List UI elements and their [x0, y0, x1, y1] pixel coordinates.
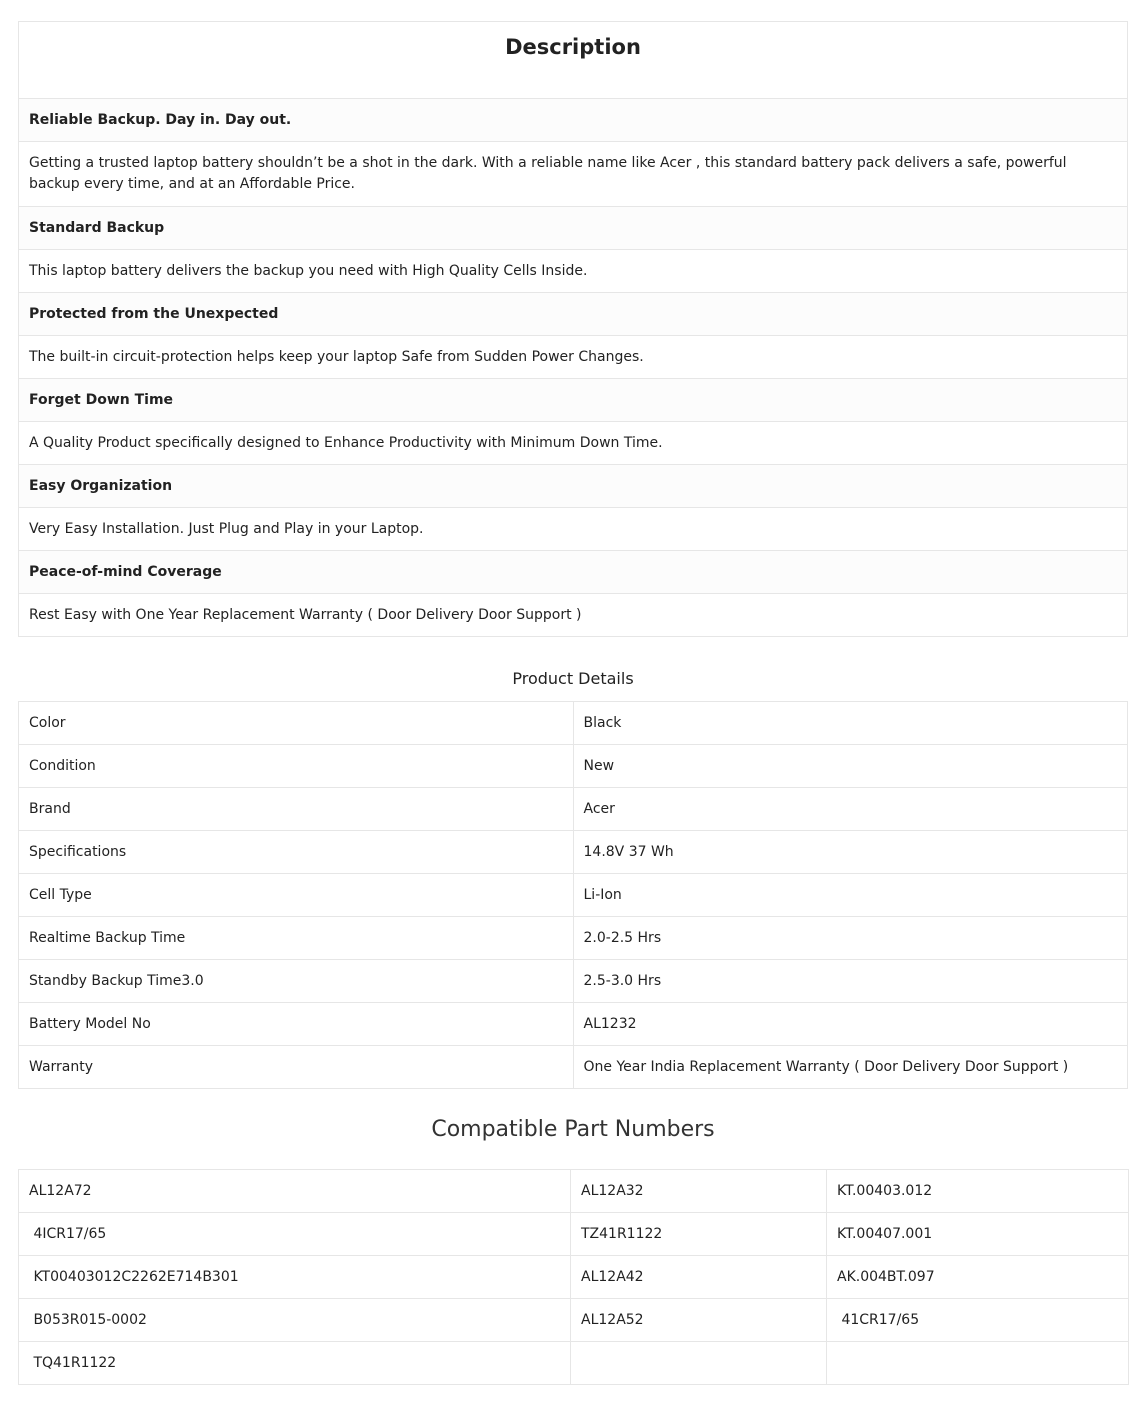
description-heading: Easy Organization	[19, 465, 1128, 508]
description-text: Very Easy Installation. Just Plug and Play in your Laptop.	[19, 508, 1128, 551]
part-number: KT.00407.001	[827, 1213, 1129, 1256]
detail-label: Condition	[19, 745, 574, 788]
detail-value: 14.8V 37 Wh	[573, 831, 1128, 874]
part-number: AL12A42	[571, 1256, 827, 1299]
detail-value: 2.5-3.0 Hrs	[573, 960, 1128, 1003]
detail-label: Specifications	[19, 831, 574, 874]
detail-value: Li-Ion	[573, 874, 1128, 917]
description-heading: Reliable Backup. Day in. Day out.	[19, 99, 1128, 142]
compatible-parts-table	[18, 1169, 1129, 1385]
product-details-title: Product Details	[512, 669, 634, 688]
part-number: KT.00403.012	[827, 1170, 1129, 1213]
part-number: TZ41R1122	[571, 1213, 827, 1256]
detail-label: Standby Backup Time3.0	[19, 960, 574, 1003]
detail-label: Battery Model No	[19, 1003, 574, 1046]
description-heading: Forget Down Time	[19, 379, 1128, 422]
part-number: KT00403012C2262E714B301	[19, 1256, 571, 1299]
part-number	[827, 1342, 1129, 1385]
table-row	[19, 788, 1128, 831]
description-text: Rest Easy with One Year Replacement Warranty ( Door Delivery Door Support )	[19, 594, 1128, 637]
detail-label: Cell Type	[19, 874, 574, 917]
description-heading: Standard Backup	[19, 207, 1128, 250]
table-row	[19, 960, 1128, 1003]
part-number: TQ41R1122	[19, 1342, 571, 1385]
detail-label: Brand	[19, 788, 574, 831]
detail-value: 2.0-2.5 Hrs	[573, 917, 1128, 960]
table-row	[19, 1003, 1128, 1046]
part-number: 4ICR17/65	[19, 1213, 571, 1256]
detail-value: New	[573, 745, 1128, 788]
part-number: 41CR17/65	[827, 1299, 1129, 1342]
detail-value: One Year India Replacement Warranty ( Door Delivery Door Support )	[573, 1046, 1128, 1089]
table-row	[19, 1342, 1129, 1385]
part-number: AK.004BT.097	[827, 1256, 1129, 1299]
table-row	[19, 1170, 1129, 1213]
part-number	[571, 1342, 827, 1385]
description-heading: Peace-of-mind Coverage	[19, 551, 1128, 594]
table-row	[19, 874, 1128, 917]
compatible-parts-title: Compatible Part Numbers	[431, 1117, 715, 1142]
table-row	[19, 1299, 1129, 1342]
detail-label: Color	[19, 702, 574, 745]
description-text: Getting a trusted laptop battery shouldn’t be a shot in the dark. With a reliable name like Acer , this standard battery pack delivers a safe, powerful backup every time, and at an Affordable Price.	[19, 142, 1128, 207]
detail-value: Black	[573, 702, 1128, 745]
part-number: AL12A72	[19, 1170, 571, 1213]
description-heading: Protected from the Unexpected	[19, 293, 1128, 336]
description-title: Description	[19, 22, 1128, 99]
table-row	[19, 745, 1128, 788]
description-table	[18, 21, 1128, 637]
part-number: AL12A52	[571, 1299, 827, 1342]
table-row	[19, 917, 1128, 960]
detail-label: Realtime Backup Time	[19, 917, 574, 960]
part-number: B053R015-0002	[19, 1299, 571, 1342]
table-row	[19, 1256, 1129, 1299]
page-content	[18, 21, 1128, 1385]
description-text: This laptop battery delivers the backup you need with High Quality Cells Inside.	[19, 250, 1128, 293]
table-row	[19, 1046, 1128, 1089]
detail-value: Acer	[573, 788, 1128, 831]
detail-label: Warranty	[19, 1046, 574, 1089]
part-number: AL12A32	[571, 1170, 827, 1213]
detail-value: AL1232	[573, 1003, 1128, 1046]
table-row	[19, 1213, 1129, 1256]
description-text: A Quality Product specifically designed to Enhance Productivity with Minimum Down Time.	[19, 422, 1128, 465]
description-text: The built-in circuit-protection helps keep your laptop Safe from Sudden Power Changes.	[19, 336, 1128, 379]
product-details-table	[18, 701, 1128, 1089]
table-row	[19, 831, 1128, 874]
table-row	[19, 702, 1128, 745]
